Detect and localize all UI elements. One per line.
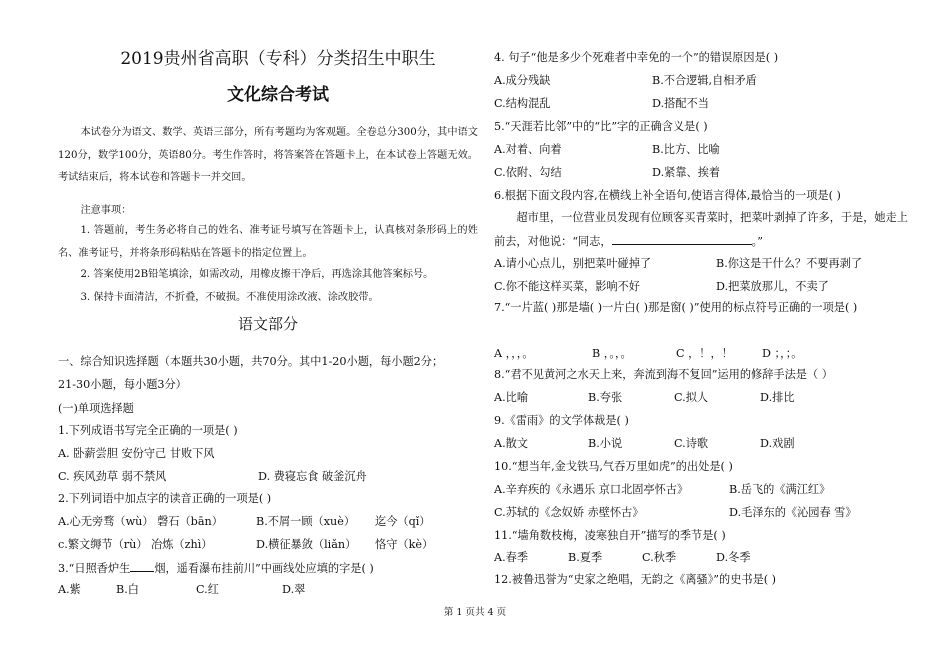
q9-stem: 9.《雷雨》的文学体裁是( ) xyxy=(494,414,629,427)
q7-option-d: D ；，；。 xyxy=(762,347,803,360)
q10-option-b: B.岳飞的《满江红》 xyxy=(729,483,831,496)
q10-option-a: A.辛弃疾的《永遇乐 京口北固亭怀古》 xyxy=(494,483,689,496)
q7-option-b: B ，。，。 xyxy=(592,347,632,360)
q6-blank xyxy=(612,233,752,245)
page-footer: 第 1 页共 4 页 xyxy=(443,607,507,618)
q1-stem: 1.下列成语书写完全正确的一项是( ) xyxy=(58,424,238,437)
q1-option-d: D. 费寝忘食 破釜沉舟 xyxy=(258,470,367,483)
q3-option-b: B.白 xyxy=(116,583,139,596)
q6-option-a: A.请小心点儿，别把菜叶碰掉了 xyxy=(494,257,652,270)
q1-option-c: C. 疾风劲草 弱不禁风 xyxy=(58,470,167,483)
q11-stem: 11.“墙角数枝梅，凌寒独自开”描写的季节是( ) xyxy=(494,529,726,542)
q4-option-d: D.搭配不当 xyxy=(652,97,709,110)
q11-option-a: A.春季 xyxy=(494,551,529,564)
q2-option-d: D.横征暴敛（liǎn） xyxy=(256,538,357,551)
intro-paragraph xyxy=(58,122,478,190)
q6-option-c: C.你不能这样买菜，影响不好 xyxy=(494,280,640,293)
q5-option-a: A.对着、向着 xyxy=(494,143,562,156)
q5-option-c: C.依附、勾结 xyxy=(494,166,562,179)
q10-option-c: C.苏轼的《念奴娇 赤壁怀古》 xyxy=(494,506,644,519)
q6-passage: 超市里，一位营业员发现有位顾客买青菜时，把菜叶剥掉了许多，于是，她走上前去，对他说：“同志， 。” xyxy=(494,211,908,248)
q1-option-a: A. 卧薪尝胆 安份守己 甘败下风 xyxy=(58,447,215,460)
q11-option-c: C.秋季 xyxy=(642,551,677,564)
q9-option-c: C.诗歌 xyxy=(674,437,709,450)
q8-stem: 8.“君不见黄河之水天上来，奔流到海不复回”运用的修辞手法是（ ） xyxy=(494,368,833,381)
notice-3: 3. 保持卡面清洁，不折叠，不破损。不准使用涂改液、涂改胶带。 xyxy=(80,292,379,303)
q7-stem: 7.“一片蓝( )那是墙( )一片白( )那是窗( )”使用的标点符号正确的一项是( ) xyxy=(494,301,858,314)
q4-option-c: C.结构混乱 xyxy=(494,97,551,110)
q10-option-d: D.毛泽东的《沁园春 雪》 xyxy=(729,506,857,519)
q3-stem: 3.“日照香炉生 烟，遥看瀑布挂前川”中画线处应填的字是( ) xyxy=(58,562,374,575)
part1-subheading: (一)单项选择题 xyxy=(58,402,134,415)
q5-stem: 5.“天涯若比邻”中的“比”字的正确含义是( ) xyxy=(494,120,708,133)
q2-option-d2: 恪守（kè） xyxy=(375,538,434,551)
q6-stem: 6.根据下面文段内容,在横线上补全语句,使语言得体,最恰当的一项是( ) xyxy=(494,189,841,202)
q7-option-c: C ，！，！ xyxy=(676,347,733,360)
notice-heading: 注意事项： xyxy=(80,205,132,216)
exam-subtitle: 文化综合考试 xyxy=(227,85,329,105)
q3-option-d: D.翠 xyxy=(282,583,306,596)
q2-option-a: A.心无旁骛（wù） 磬石（bān） xyxy=(58,515,223,528)
q3-option-a: A.紫 xyxy=(58,583,81,596)
intro-text: 本试卷分为语文、数学、英语三部分，所有考题均为客观题。全卷总分300分，其中语文120分，数学100分，英语80分。考生作答时，将答案答在答题卡上，在本试卷上答题无效。考试结束后，将本试卷和答题卡一并交回。 xyxy=(58,127,478,183)
q8-option-b: B.夸张 xyxy=(588,391,623,404)
q9-option-b: B.小说 xyxy=(588,437,623,450)
part1-line2: 21-30小题，每小题3分） xyxy=(58,378,187,391)
q11-option-b: B.夏季 xyxy=(568,551,603,564)
section-title: 语文部分 xyxy=(237,315,298,333)
notice-2: 2. 答案使用2B铅笔填涂，如需改动，用橡皮擦干净后，再选涂其他答案标号。 xyxy=(80,269,434,280)
exam-title: 2019贵州省高职（专科）分类招生中职生 xyxy=(120,49,436,69)
q10-stem: 10.“想当年,金戈铁马,气吞万里如虎”的出处是( ) xyxy=(494,460,733,473)
q2-option-c: c.繁文缛节（rù） 冶炼（zhì） xyxy=(58,538,213,551)
q6-option-d: D.把菜放那儿，不卖了 xyxy=(716,280,829,293)
q2-option-b: B.不屑一顾（xuè） xyxy=(256,515,356,528)
q8-option-c: C.拟人 xyxy=(674,391,709,404)
q5-option-d: D.紧靠、挨着 xyxy=(652,166,721,179)
q3-blank xyxy=(130,560,154,572)
q4-stem: 4. 句子“他是多少个死难者中幸免的一个”的错误原因是( ) xyxy=(494,51,779,64)
q2-stem: 2.下列词语中加点字的读音正确的一项是( ) xyxy=(58,492,272,505)
notice-1: 1. 答题前，考生务必将自己的姓名、准考证号填写在答题卡上，认真核对条形码上的姓名、准考证号，并将条形码粘贴在答题卡的指定位置上。 xyxy=(58,225,478,259)
q3-option-c: C.红 xyxy=(196,583,219,596)
q9-option-d: D.戏剧 xyxy=(760,437,795,450)
q8-option-a: A.比喻 xyxy=(494,391,529,404)
q7-option-a: A ，，，。 xyxy=(494,347,534,360)
q12-stem: 12.被鲁迅誉为“史家之绝唱，无韵之《离骚》”的史书是( ) xyxy=(494,573,777,586)
q2-option-b2: 迄今（qǐ） xyxy=(375,515,431,528)
q4-option-a: A.成分残缺 xyxy=(494,74,551,87)
part1-line1: 一、综合知识选择题（本题共30小题，共70分。其中1-20小题，每小题2分； xyxy=(58,355,444,368)
q11-option-d: D.冬季 xyxy=(716,551,751,564)
q8-option-d: D.排比 xyxy=(760,391,795,404)
q4-option-b: B.不合逻辑,自相矛盾 xyxy=(652,74,757,87)
q6-option-b: B.你这是干什么？不要再剥了 xyxy=(716,257,863,270)
q9-option-a: A.散文 xyxy=(494,437,529,450)
q5-option-b: B.比方、比喻 xyxy=(652,143,720,156)
